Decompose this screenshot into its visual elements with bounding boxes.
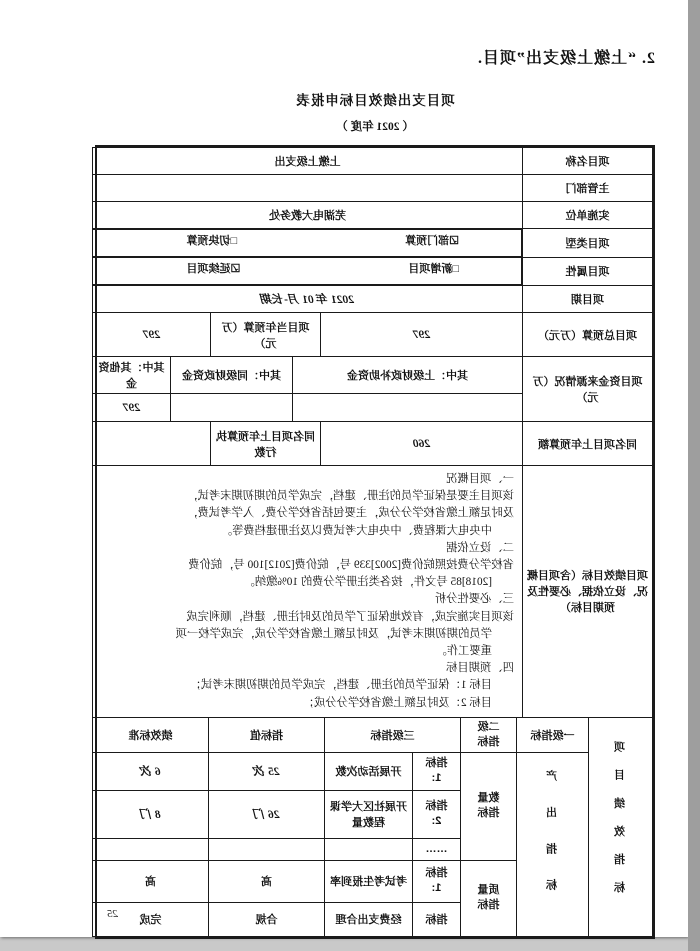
checkbox-dept-budget: ☑部门预算 [405,235,459,247]
indicator-value: 25 次 [209,752,325,790]
unit-label: 实施单位 [523,202,653,229]
goal-line: 目标 2：及时足额上缴省校学分分成； [302,696,492,709]
goal-line: 目标 1：保证学员的注册、建档，完成学员的期初期末考试； [189,679,492,692]
checkbox-new-project: □新增项目 [408,263,459,275]
goal-line: 及时足额上缴省校学分分成，主要包括省校学分费、入学考试费， [186,507,514,520]
attr-label: 项目属性 [523,257,653,286]
header-value: 指标值 [209,717,325,752]
indicators-col-label [589,717,653,936]
indicators-col-label-text: 项目绩效指标 [614,741,627,910]
indicator-name: 开展社区大学课程数量 [325,790,413,838]
funding-src1-value [293,394,523,422]
goal-label: 项目绩效目标（含项目概况、设立依据、必要性及预期目标） [523,466,653,718]
goal-line: 二、设立依据 [446,541,514,554]
funding-src3-value: 297 [93,394,171,422]
indicator-standard: 8 门 [93,790,209,838]
indicator-no: 指标2: [413,790,461,838]
header-level1: 一级指标 [517,717,589,752]
period-value: 2021 年 01 月-长期 [93,286,523,313]
prev-exec-label: 同名项目上年预算执行数 [211,422,321,466]
goal-line: 重要工作。 [435,645,492,658]
indicator-name: 经费支出合理 [325,902,413,936]
indicators-header-row [93,717,653,752]
goal-line: 中央电大课程费、中央电大考试费以及注册建档费等。 [220,524,492,537]
basic-info-table [92,147,653,313]
table-row [93,257,653,286]
indicator-standard: 高 [93,860,209,902]
goal-line: [2018]85 号文件，按各类注册学分费的 10%缴纳。 [243,576,492,589]
level1-output-text: 产出指标 [546,769,559,916]
table-row [93,466,653,718]
funding-src1-label: 其中：上级财政补助资金 [293,357,523,394]
indicator-row [93,752,653,790]
period-label: 项目期 [523,286,653,313]
checkbox-continuing-project: ☑延续项目 [186,263,241,275]
form-title: 项目支出绩效目标申报表 [295,93,455,108]
previous-year-table [92,421,653,466]
funding-table [92,356,653,422]
header-standard: 绩效标准 [93,717,209,752]
indicator-no: 指标 [413,902,461,936]
indicator-standard: 完成 [93,902,209,936]
funding-src2-label: 其中：同级财政资金 [171,357,293,394]
table-row [93,286,653,313]
page-number: 25 [107,908,118,920]
group-quality: 质量指标 [461,860,517,936]
table-row [93,148,653,175]
goal-line: 省校学分费按照皖价费[2002]339 号，皖价费[2012]100 号，皖价费 [188,559,514,572]
funding-label: 项目资金来源情况（万元） [523,357,653,422]
indicator-value: 26 门 [209,790,325,838]
dept-value [93,175,523,202]
indicator-no: 指标1: [413,752,461,790]
indicator-standard [93,838,209,860]
goal-line: 学员的期初期末考试，及时足额上缴省校学分成，完成学校一项 [175,627,492,640]
checkbox-block-budget: □切块预算 [186,235,238,247]
indicator-value: 合规 [209,902,325,936]
funding-src3-label: 其中：其他资金 [93,357,171,394]
prev-budget-label: 同名项目上年预算额 [523,422,653,466]
indicator-value: 高 [209,860,325,902]
budget-table [92,312,653,357]
header-level2: 二级指标 [461,717,517,752]
table-row [93,357,653,394]
section-heading: 2. “上缴上级支出”项目. [476,50,655,67]
indicators-table [92,717,653,937]
year-budget-label: 项目当年预算（万元） [211,313,321,357]
header-level3: 三级指标 [325,717,461,752]
level1-output [517,752,589,936]
indicator-name: 开展活动次数 [325,752,413,790]
project-name-label: 项目名称 [523,148,653,175]
type-label: 项目类型 [523,229,653,258]
total-budget-label: 项目总预算（万元） [523,313,653,357]
table-row [93,175,653,202]
dept-label: 主管部门 [523,175,653,202]
table-row [93,422,653,466]
prev-budget-value: 260 [321,422,523,466]
goal-table [92,465,653,718]
table-row [93,229,653,258]
indicator-standard: 6 次 [93,752,209,790]
declaration-form-table [95,145,655,939]
funding-src2-value [171,394,293,422]
group-quantity: 数量指标 [461,752,517,860]
goal-text [93,466,523,718]
type-options [93,229,523,257]
indicator-no: …… [413,838,461,860]
total-budget-value: 297 [321,313,523,357]
form-year: （ 2021 年度 ） [336,121,414,133]
window-background-strip [688,0,700,951]
indicator-name [325,838,413,860]
project-name-value: 上缴上级支出 [93,148,523,175]
goal-line: 一、项目概况 [446,473,514,485]
goal-line: 该项目实施完成，有效地保证了学员的及时注册、建档，顺利完成 [186,610,514,623]
indicator-value [209,838,325,860]
goal-line: 该项目主要是保证学员的注册、建档，完成学员的期初期末考试， [186,490,514,503]
table-row [93,202,653,229]
prev-exec-value [93,422,211,466]
indicator-no: 指标1: [413,860,461,902]
table-row [93,313,653,357]
goal-line: 四、预期目标 [446,662,514,675]
attr-options [93,257,523,285]
goal-line: 三、必要性分析 [434,593,514,606]
year-budget-value: 297 [93,313,211,357]
unit-value: 芜湖电大教务处 [93,202,523,229]
indicator-name: 考试考生报到率 [325,860,413,902]
